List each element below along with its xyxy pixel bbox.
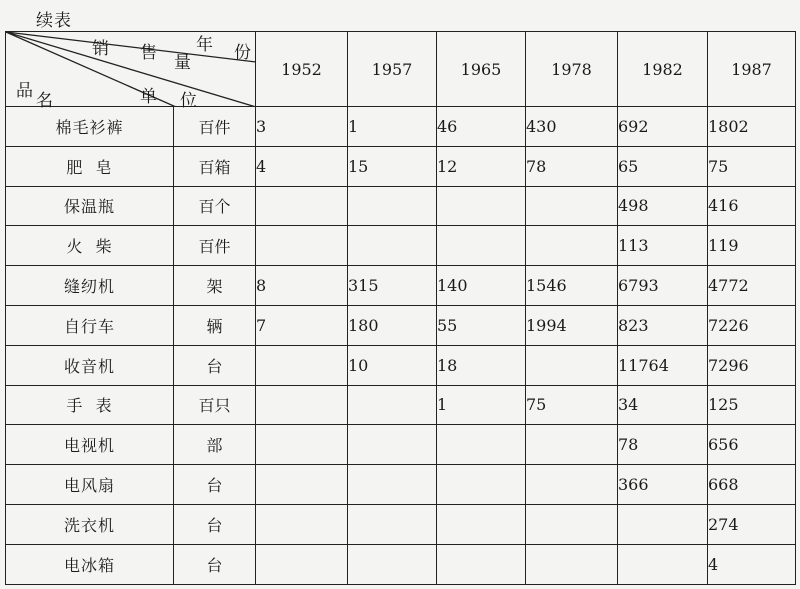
sales-value-cell: 78 — [526, 146, 618, 186]
sales-value-cell: 180 — [348, 305, 437, 345]
table-row — [6, 465, 796, 505]
sales-value-cell — [348, 425, 437, 465]
sales-value-cell — [618, 504, 708, 544]
year-header-1978: 1978 — [526, 32, 618, 107]
sales-value-cell: 3 — [256, 107, 348, 147]
product-name-cell: 电冰箱 — [6, 544, 174, 584]
sales-value-cell: 4772 — [708, 266, 796, 306]
sales-value-cell: 1546 — [526, 266, 618, 306]
unit-cell: 百只 — [174, 385, 256, 425]
sales-value-cell: 119 — [708, 226, 796, 266]
sales-value-cell — [256, 385, 348, 425]
sales-value-cell: 78 — [618, 425, 708, 465]
unit-cell: 台 — [174, 345, 256, 385]
sales-value-cell: 11764 — [618, 345, 708, 385]
table-row — [6, 266, 796, 306]
unit-cell: 台 — [174, 465, 256, 505]
sales-value-cell: 6793 — [618, 266, 708, 306]
sales-value-cell: 34 — [618, 385, 708, 425]
sales-value-cell — [348, 186, 437, 226]
sales-value-cell: 498 — [618, 186, 708, 226]
year-header-1987: 1987 — [708, 32, 796, 107]
sales-value-cell — [526, 186, 618, 226]
sales-value-cell: 1 — [348, 107, 437, 147]
table-row — [6, 425, 796, 465]
sales-value-cell — [526, 226, 618, 266]
sales-value-cell: 55 — [437, 305, 526, 345]
sales-value-cell: 1994 — [526, 305, 618, 345]
product-name-cell: 肥 皂 — [6, 146, 174, 186]
corner-word-liang: 量 — [174, 53, 191, 73]
sales-value-cell: 430 — [526, 107, 618, 147]
corner-word-dan: 单 — [140, 87, 157, 107]
sales-value-cell: 692 — [618, 107, 708, 147]
corner-word-fen: 份 — [234, 43, 251, 63]
corner-word-pin: 品 — [16, 81, 33, 101]
unit-cell: 部 — [174, 425, 256, 465]
sales-value-cell — [256, 345, 348, 385]
table-row — [6, 544, 796, 584]
sales-value-cell: 15 — [348, 146, 437, 186]
sales-table — [5, 31, 796, 585]
sales-value-cell — [256, 544, 348, 584]
unit-cell: 辆 — [174, 305, 256, 345]
sales-value-cell — [256, 425, 348, 465]
unit-cell: 百件 — [174, 226, 256, 266]
sales-value-cell: 668 — [708, 465, 796, 505]
sales-value-cell: 7296 — [708, 345, 796, 385]
sales-value-cell: 18 — [437, 345, 526, 385]
sales-value-cell — [256, 504, 348, 544]
sales-value-cell — [526, 504, 618, 544]
sales-value-cell — [256, 226, 348, 266]
sales-value-cell — [437, 226, 526, 266]
corner-word-ming: 名 — [36, 91, 53, 111]
product-name-cell: 洗衣机 — [6, 504, 174, 544]
sales-value-cell: 315 — [348, 266, 437, 306]
unit-cell: 台 — [174, 504, 256, 544]
unit-cell: 百个 — [174, 186, 256, 226]
table-row — [6, 146, 796, 186]
sales-value-cell — [256, 465, 348, 505]
table-row — [6, 504, 796, 544]
product-name-cell: 棉毛衫裤 — [6, 107, 174, 147]
table-row — [6, 345, 796, 385]
sales-value-cell: 4 — [256, 146, 348, 186]
table-row — [6, 305, 796, 345]
product-name-cell: 电风扇 — [6, 465, 174, 505]
year-header-1982: 1982 — [618, 32, 708, 107]
product-name-cell: 手 表 — [6, 385, 174, 425]
corner-word-nian: 年 — [196, 35, 213, 55]
sales-value-cell: 7226 — [708, 305, 796, 345]
sales-value-cell: 140 — [437, 266, 526, 306]
unit-cell: 百箱 — [174, 146, 256, 186]
table-row — [6, 107, 796, 147]
corner-header-cell — [6, 32, 256, 111]
sales-value-cell — [348, 504, 437, 544]
sales-value-cell — [348, 385, 437, 425]
sales-value-cell: 65 — [618, 146, 708, 186]
sales-value-cell — [437, 504, 526, 544]
corner-word-xiao: 销 — [92, 39, 109, 59]
sales-value-cell: 656 — [708, 425, 796, 465]
sales-value-cell: 75 — [708, 146, 796, 186]
sales-value-cell — [437, 425, 526, 465]
sales-value-cell: 46 — [437, 107, 526, 147]
sales-value-cell — [256, 186, 348, 226]
sales-value-cell: 8 — [256, 266, 348, 306]
header-row — [6, 32, 796, 107]
sales-value-cell — [526, 465, 618, 505]
sales-value-cell: 7 — [256, 305, 348, 345]
sales-value-cell — [437, 465, 526, 505]
table-row — [6, 385, 796, 425]
sales-value-cell: 75 — [526, 385, 618, 425]
corner-word-shou: 售 — [140, 43, 157, 63]
product-name-cell: 电视机 — [6, 425, 174, 465]
sales-value-cell — [348, 544, 437, 584]
year-header-1965: 1965 — [437, 32, 526, 107]
sales-value-cell: 274 — [708, 504, 796, 544]
sales-value-cell — [526, 425, 618, 465]
sales-value-cell — [437, 544, 526, 584]
unit-cell: 台 — [174, 544, 256, 584]
table-row — [6, 186, 796, 226]
year-header-1957: 1957 — [348, 32, 437, 107]
unit-cell: 架 — [174, 266, 256, 306]
sales-value-cell: 125 — [708, 385, 796, 425]
corner-word-wei: 位 — [180, 91, 197, 111]
product-name-cell: 自行车 — [6, 305, 174, 345]
sales-value-cell: 416 — [708, 186, 796, 226]
sales-value-cell: 1 — [437, 385, 526, 425]
table-caption: 续表 — [36, 11, 72, 31]
sales-value-cell — [526, 345, 618, 385]
sales-value-cell: 1802 — [708, 107, 796, 147]
product-name-cell: 缝纫机 — [6, 266, 174, 306]
sales-value-cell — [348, 226, 437, 266]
sales-value-cell — [526, 544, 618, 584]
sales-value-cell: 10 — [348, 345, 437, 385]
sales-value-cell: 4 — [708, 544, 796, 584]
product-name-cell: 保温瓶 — [6, 186, 174, 226]
table-body — [6, 107, 796, 585]
sales-value-cell: 113 — [618, 226, 708, 266]
unit-cell: 百件 — [174, 107, 256, 147]
year-header-1952: 1952 — [256, 32, 348, 107]
sales-value-cell — [437, 186, 526, 226]
product-name-cell: 火 柴 — [6, 226, 174, 266]
product-name-cell: 收音机 — [6, 345, 174, 385]
sales-value-cell: 823 — [618, 305, 708, 345]
sales-value-cell: 12 — [437, 146, 526, 186]
sales-value-cell — [348, 465, 437, 505]
sales-value-cell: 366 — [618, 465, 708, 505]
table-row — [6, 226, 796, 266]
sales-value-cell — [618, 544, 708, 584]
